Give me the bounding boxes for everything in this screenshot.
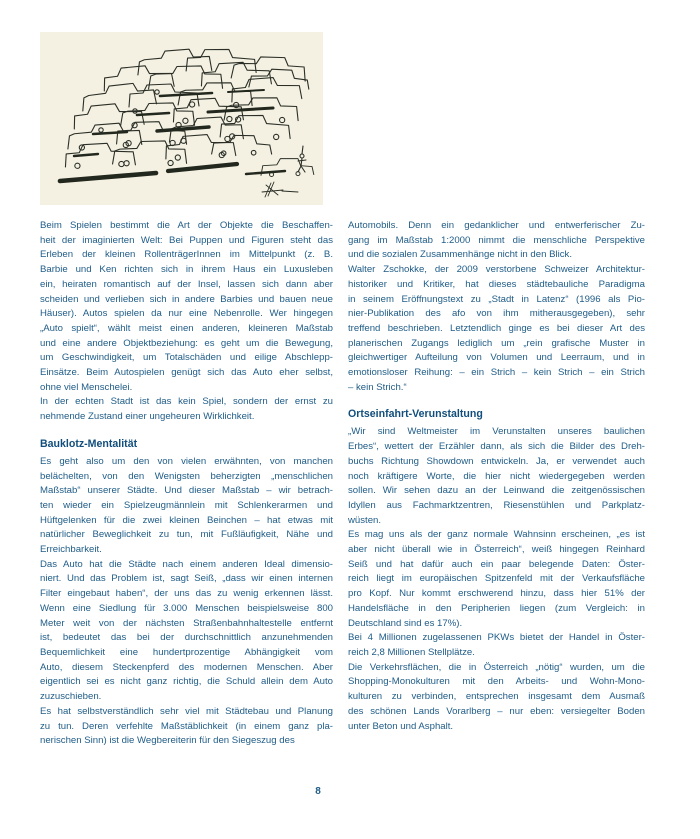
text-line: ein, heiraten romantisch auf der Insel, lassen sich dann aber [40,278,333,290]
paragraph [40,395,333,424]
paragraph [40,705,333,749]
text-line: Deutschland sind es 17%). [348,617,463,629]
cars-sketch-illustration [40,32,323,205]
text-line: in seinem Eröffnungstext zu „Stadt in Latenz“ (1996 als Pio- [348,293,645,305]
text-line: Häuser). Autos spielen da nur eine Nebenrolle. Wer hingegen [40,308,333,320]
text-line: um Geschwindigkeit, um Totalschäden und eilige Abschlepp- [40,352,333,364]
text-line: und eine andere Objektbeziehung: es geht um die Bewegung, [40,337,333,349]
paragraph [348,661,645,735]
text-line: noch kräftigere Worte, die hier nicht wiedergegeben werden [348,470,645,482]
section-heading: Ortseinfahrt-Verunstaltung [348,408,483,421]
text-line: ist, bedeutet das bei der durchschnittlich anzunehmenden [40,632,333,644]
text-line: planerischen Zugangs lediglich um „rein grafische Muster in [348,337,645,349]
text-line: sollen. Wir sehen dazu an der Leinwand die zeitgenössischen [348,485,645,497]
text-line: unter Beton und Asphalt. [348,720,454,732]
text-line: Idyllen aus Fachmarktzentren, Riesenstühlen und Parkplatz- [348,499,645,511]
text-line: scheiden und verlieben sich in andere Barbies und bauen neue [40,293,333,305]
text-line: Erleben der kleinen RollenträgerInnen im Mittelpunkt (z. B. [40,249,333,261]
text-line: Das Auto hat die Städte nach einem anderen Ideal dimensio- [40,558,333,570]
text-line: Filter eingebaut haben“, der uns das zu wenig erkennen lässt. [40,588,333,600]
text-line: reich liegt im europäischen Spitzenfeld mit der Verkaufsfläche [348,573,645,585]
text-line: Auto, diesem Steckenpferd des modernen Menschen. Aber [40,661,333,673]
text-line: nier-Publikation des afo von ihm mitherausgegeben), sehr [348,308,645,320]
artist-signature [262,182,298,197]
text-line: Beim Spielen bestimmt die Art der Objekte die Beschaffen- [40,220,333,231]
text-line: heit der imaginierten Welt: Bei Puppen und Figuren steht das [40,234,333,246]
text-line: Handelsfläche in den Peripherien liegen (zum Vergleich: in [348,602,645,614]
text-line: Bequemlichkeit eine hundertprozentige Abhängigkeit vom [40,646,333,658]
text-line: eigentlich sei es nicht ganz richtig, die Schuld allein dem Auto [40,676,333,688]
text-line: Wenn eine Siedlung für 3.000 Menschen beispielsweise 800 [40,602,333,614]
text-line: Shopping-Monokulturen mit den Arbeits- und Wohn-Mono- [348,676,645,688]
text-line: und die sozialen Zusammenhänge nicht in den Blick. [348,249,572,261]
text-line: Walter Zschokke, der 2009 verstorbene Schweizer Architektur- [348,264,645,276]
paragraph [348,425,645,528]
text-line: Es geht also um den von vielen erwähnten, von manchen [40,455,333,467]
text-line: gang im Maßstab 1:2000 nimmt die menschliche Perspektive [348,234,645,246]
text-line: historiker und Kritiker, hat dieses städtebauliche Paradigma [348,278,645,290]
text-line: reich 2,8 Millionen Stellplätze. [348,646,475,658]
text-line: „Auto spielt“, wählt meist einen anderen, kleineren Maßstab [40,322,333,334]
text-line: Seiß und hat dafür auch ein paar belegende Daten: Öster- [348,558,645,570]
text-line: nehmende Zustand einer ungeheuren Wirklichkeit. [40,411,255,423]
text-line: „Wir sind Weltmeister im Verunstalten unseres baulichen [348,426,645,438]
cars-pile-drawing [40,32,323,205]
small-standalone-car [261,159,314,177]
text-line: emotionsloser Reihung: – ein Strich – kein Strich – ein Strich [348,367,645,379]
text-line: niert. Und das Problem ist, sagt Seiß, „dass wir einen internen [40,573,333,585]
text-line: – kein Strich.“ [348,381,407,393]
text-column-left [40,219,333,749]
text-line: nerischen Sinn) ist die Wegbereiterin für den Siegeszug des [40,735,295,747]
text-line: Einsätze. Beim Autospielen genügt sich das Auto eher selbst, [40,367,333,379]
text-line: Es mag uns als der ganz normale Wahnsinn erscheinen, „es ist [348,529,645,541]
paragraph [348,263,645,395]
text-line: Barbie und Ken richten sich in ihrem Haus ein Luxusleben [40,264,333,276]
text-line: Bei 4 Millionen zugelassenen PKWs bietet der Handel in Öster- [348,632,645,644]
text-line: wüsten. [348,514,382,526]
text-line: des schönen Lands Vorarlberg – nur eben: versiegelter Boden [348,705,645,717]
text-line: aber nicht überall wie in Österreich“, weiß hingegen Reinhard [348,544,645,556]
page-number: 8 [315,786,321,797]
text-line: belächelten, von den Wenigsten beherzigten „menschlichen [40,470,333,482]
text-line: buchs Richtung Showdown entwickeln. Ja, er verwendet auch [348,455,645,467]
text-line: treffend beschrieben. Letztendlich ginge es bei dieser Art des [348,322,645,334]
text-line: zuzuschieben. [40,691,102,703]
text-line: Erbes“, wettert der Erzähler dann, als sich die Bilder des Dreh- [348,441,645,453]
paragraph [40,455,333,558]
text-line: pro Kopf. Nur kommt erschwerend hinzu, dass hier 51% der [348,588,645,600]
section-heading: Bauklotz-Mentalität [40,437,138,450]
text-line: gleichwertiger Aufteilung von Volumen und Leerraum, und in [348,352,645,364]
paragraph [40,219,333,395]
text-line: Erreichbarkeit. [40,544,102,556]
text-line: kulturen zu verbinden, entsprechen insgesamt dem Ausmaß [348,691,645,703]
paragraph [348,631,645,660]
text-line: Meter weit von der nächsten Straßenbahnhaltestelle entfernt [40,617,333,629]
text-line: ten wieder ein Spielzeugmännlein mit Schlenkerarmen und [40,499,333,511]
text-line: Hüftgelenken für die zwei kleinen Beinchen – hat etwas mit [40,514,333,526]
paragraph [40,558,333,705]
text-line: natürlicher Beweglichkeit zu tun, mit Fußläufigkeit, Nähe und [40,529,333,541]
text-column-right [348,219,645,734]
text-line: In der echten Stadt ist das kein Spiel, sondern der ernst zu [40,396,333,408]
text-line: zu tun. Deren verfehlte Maßstäblichkeit (in einem ganz pla- [40,720,333,732]
paragraph [348,528,645,631]
text-line: Maßstab“ unserer Städte. Und dieser Maßstab – wir betrach- [40,485,333,497]
paragraph [348,219,645,263]
tiny-figure [298,146,306,172]
text-line: Es hat selbstverständlich sehr viel mit Städtebau und Planung [40,705,333,717]
text-line: ohne viel Menschelei. [40,381,133,393]
text-line: Automobils. Denn ein gedanklicher und entwerferischer Zu- [348,220,645,231]
text-line: Die Verkehrsflächen, die in Österreich „nötig“ wurden, um die [348,661,645,673]
